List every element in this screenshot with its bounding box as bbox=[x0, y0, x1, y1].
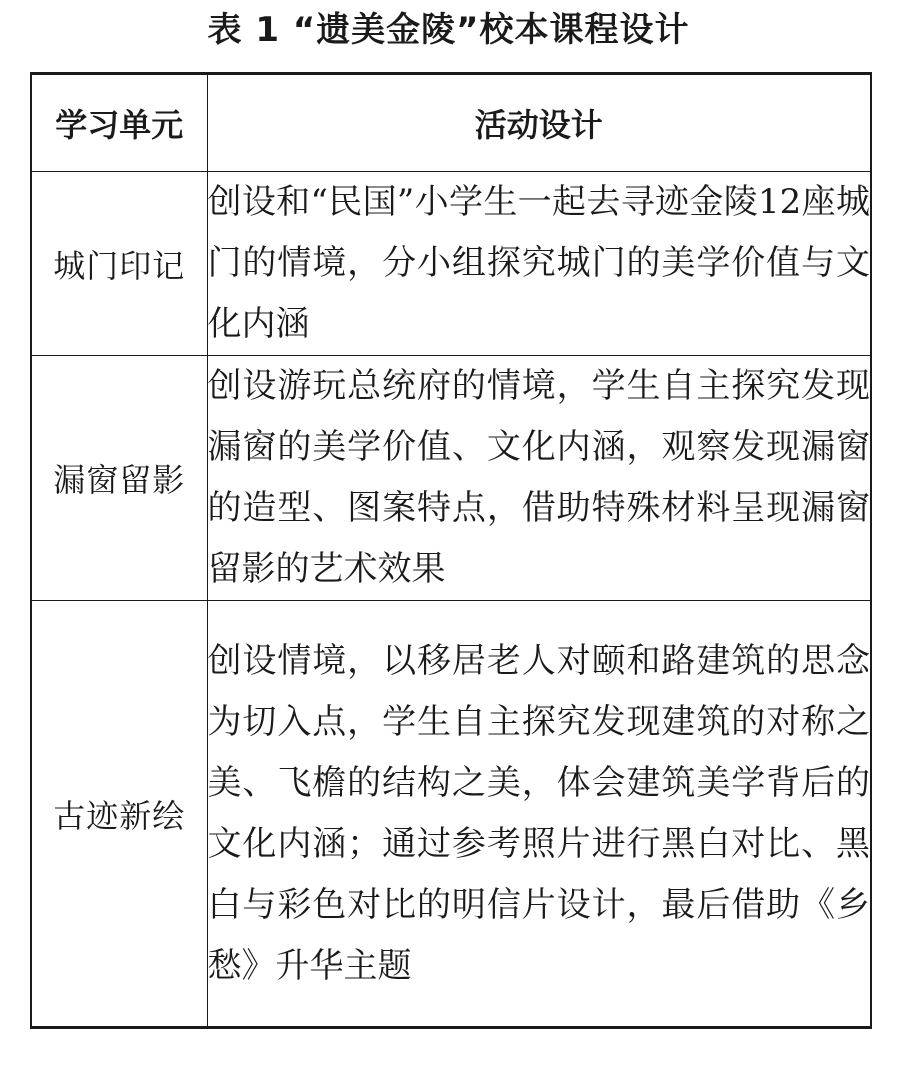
activity-cell: 创设和“民国”小学生一起去寻迹金陵12座城门的情境，分小组探究城门的美学价值与文化内涵 bbox=[207, 172, 871, 356]
activity-cell: 创设游玩总统府的情境，学生自主探究发现漏窗的美学价值、文化内涵，观察发现漏窗的造型、图案特点，借助特殊材料呈现漏窗留影的艺术效果 bbox=[207, 356, 871, 601]
header-activity-design: 活动设计 bbox=[207, 74, 871, 172]
course-design-table bbox=[30, 72, 872, 1029]
activity-cell: 创设情境，以移居老人对颐和路建筑的思念为切入点，学生自主探究发现建筑的对称之美、飞檐的结构之美，体会建筑美学背后的文化内涵；通过参考照片进行黑白对比、黑白与彩色对比的明信片设计，最后借助《乡愁》升华主题 bbox=[207, 601, 871, 1028]
table-header-row bbox=[31, 74, 871, 172]
unit-cell: 漏窗留影 bbox=[31, 356, 207, 601]
table-row bbox=[31, 601, 871, 1028]
table-row bbox=[31, 356, 871, 601]
unit-cell: 城门印记 bbox=[31, 172, 207, 356]
table-title: 表 1 “遗美金陵”校本课程设计 bbox=[207, 10, 690, 50]
unit-cell: 古迹新绘 bbox=[31, 601, 207, 1028]
table-row bbox=[31, 172, 871, 356]
header-learning-unit: 学习单元 bbox=[31, 74, 207, 172]
